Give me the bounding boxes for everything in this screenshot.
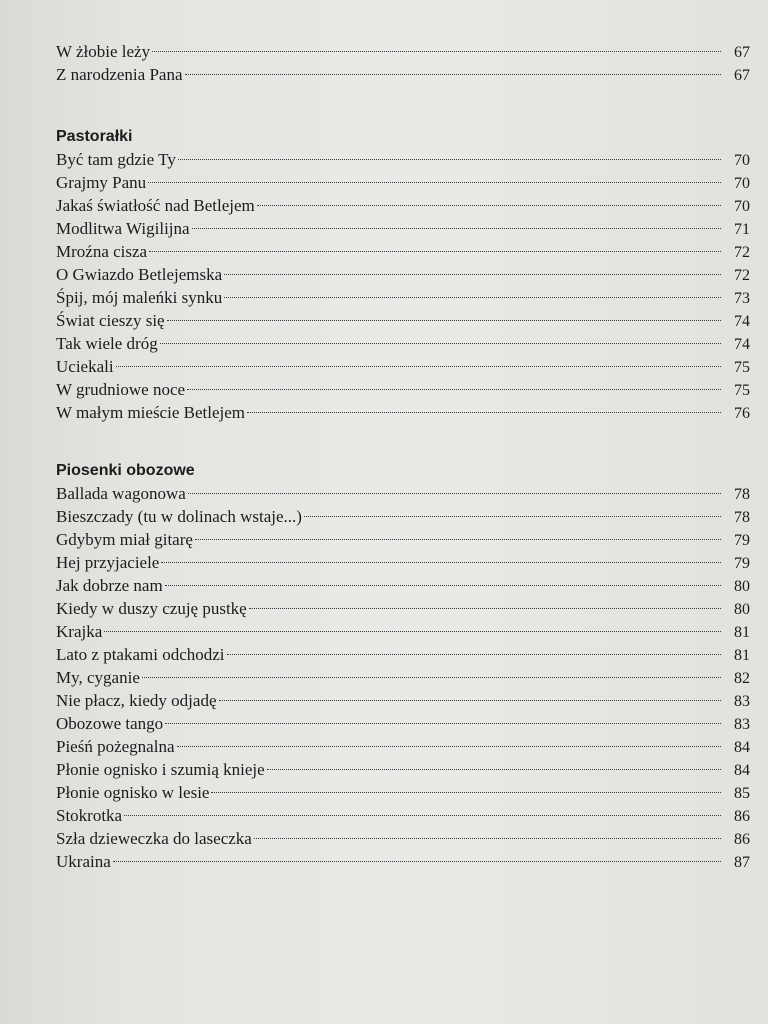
entry-page-number: 80 bbox=[734, 578, 750, 595]
toc-entry bbox=[56, 286, 750, 309]
entry-title: Gdybym miał gitarę bbox=[56, 530, 193, 549]
entry-title: Świat cieszy się bbox=[56, 311, 165, 330]
entry-title: Lato z ptakami odchodzi bbox=[56, 645, 225, 664]
toc-entry bbox=[56, 263, 750, 286]
entry-title: Grajmy Panu bbox=[56, 173, 147, 192]
entry-page-number: 76 bbox=[734, 405, 750, 422]
dot-leader bbox=[219, 700, 722, 701]
dot-leader bbox=[165, 585, 721, 586]
entry-title: Ballada wagonowa bbox=[56, 484, 186, 503]
dot-leader bbox=[257, 205, 721, 206]
toc-entry bbox=[56, 528, 750, 551]
section-spacer bbox=[56, 424, 750, 459]
toc-entry bbox=[56, 781, 750, 804]
dot-leader bbox=[149, 251, 721, 252]
dot-leader bbox=[178, 159, 721, 160]
toc-entry bbox=[56, 240, 750, 263]
entry-page-number: 83 bbox=[734, 716, 750, 733]
entry-title: Modlitwa Wigilijna bbox=[56, 219, 190, 238]
entry-page-number: 82 bbox=[734, 670, 750, 687]
entry-page-number: 70 bbox=[734, 198, 750, 215]
toc-entry bbox=[56, 666, 750, 689]
toc-entry bbox=[56, 378, 750, 401]
toc-entry bbox=[56, 332, 750, 355]
toc-entry bbox=[56, 804, 750, 827]
dot-leader bbox=[124, 815, 721, 816]
entry-title: Jak dobrze nam bbox=[56, 576, 163, 595]
toc-entry bbox=[56, 574, 750, 597]
entry-title: O Gwiazdo Betlejemska bbox=[56, 265, 223, 284]
dot-leader bbox=[165, 723, 721, 724]
dot-leader bbox=[188, 493, 721, 494]
toc-entry bbox=[56, 850, 750, 873]
dot-leader bbox=[148, 182, 721, 183]
entry-title: W małym mieście Betlejem bbox=[56, 403, 245, 422]
entry-title: Płonie ognisko i szumią knieje bbox=[56, 760, 265, 779]
toc-entry bbox=[56, 551, 750, 574]
entry-page-number: 83 bbox=[734, 693, 750, 710]
dot-leader bbox=[152, 51, 721, 52]
entry-page-number: 71 bbox=[734, 221, 750, 238]
entry-page-number: 84 bbox=[734, 762, 750, 779]
toc-entry bbox=[56, 712, 750, 735]
entry-page-number: 67 bbox=[734, 44, 750, 61]
entry-page-number: 74 bbox=[734, 336, 750, 353]
dot-leader bbox=[195, 539, 721, 540]
dot-leader bbox=[161, 562, 721, 563]
entry-page-number: 75 bbox=[734, 359, 750, 376]
dot-leader bbox=[211, 792, 721, 793]
toc-entry bbox=[56, 689, 750, 712]
entry-page-number: 86 bbox=[734, 831, 750, 848]
entry-title: Nie płacz, kiedy odjadę bbox=[56, 691, 217, 710]
dot-leader bbox=[224, 297, 721, 298]
toc-entry bbox=[56, 758, 750, 781]
section-entries-piosenki-obozowe bbox=[56, 482, 750, 873]
toc-entry bbox=[56, 505, 750, 528]
entry-title: Uciekali bbox=[56, 357, 114, 376]
entry-title: Z narodzenia Pana bbox=[56, 65, 183, 84]
dot-leader bbox=[177, 746, 722, 747]
toc-entry bbox=[56, 827, 750, 850]
entry-title: Jakaś światłość nad Betlejem bbox=[56, 196, 255, 215]
dot-leader bbox=[167, 320, 721, 321]
entry-title: Obozowe tango bbox=[56, 714, 164, 733]
entry-page-number: 80 bbox=[734, 601, 750, 618]
toc-entry bbox=[56, 401, 750, 424]
entry-title: Bieszczady (tu w dolinach wstaje...) bbox=[56, 507, 302, 526]
toc-entry bbox=[56, 63, 750, 86]
section-entries-pastoralki bbox=[56, 148, 750, 424]
dot-leader bbox=[187, 389, 721, 390]
dot-leader bbox=[267, 769, 721, 770]
toc-entry bbox=[56, 148, 750, 171]
toc-entry bbox=[56, 482, 750, 505]
dot-leader bbox=[104, 631, 721, 632]
entry-page-number: 81 bbox=[734, 647, 750, 664]
entry-title: Stokrotka bbox=[56, 806, 123, 825]
entry-page-number: 87 bbox=[734, 854, 750, 871]
entry-page-number: 78 bbox=[734, 486, 750, 503]
section-spacer bbox=[56, 86, 750, 125]
dot-leader bbox=[192, 228, 721, 229]
entry-title: W żłobie leży bbox=[56, 42, 151, 61]
dot-leader bbox=[185, 74, 722, 75]
dot-leader bbox=[113, 861, 721, 862]
entry-page-number: 84 bbox=[734, 739, 750, 756]
entry-title: Ukraina bbox=[56, 852, 111, 871]
entry-page-number: 70 bbox=[734, 175, 750, 192]
toc-entry bbox=[56, 620, 750, 643]
entry-page-number: 74 bbox=[734, 313, 750, 330]
entry-page-number: 70 bbox=[734, 152, 750, 169]
toc-entry bbox=[56, 217, 750, 240]
entry-title: Kiedy w duszy czuję pustkę bbox=[56, 599, 247, 618]
entry-page-number: 85 bbox=[734, 785, 750, 802]
toc-entry bbox=[56, 171, 750, 194]
toc-entry bbox=[56, 735, 750, 758]
toc-entry bbox=[56, 194, 750, 217]
dot-leader bbox=[304, 516, 721, 517]
entry-page-number: 86 bbox=[734, 808, 750, 825]
entry-page-number: 79 bbox=[734, 555, 750, 572]
dot-leader bbox=[142, 677, 721, 678]
entry-title: Płonie ognisko w lesie bbox=[56, 783, 210, 802]
dot-leader bbox=[247, 412, 721, 413]
entry-page-number: 72 bbox=[734, 244, 750, 261]
entry-title: Być tam gdzie Ty bbox=[56, 150, 176, 169]
entry-title: Śpij, mój maleńki synku bbox=[56, 288, 223, 307]
toc-entry bbox=[56, 355, 750, 378]
entry-page-number: 79 bbox=[734, 532, 750, 549]
entry-page-number: 72 bbox=[734, 267, 750, 284]
section-heading-piosenki-obozowe: Piosenki obozowe bbox=[56, 462, 195, 479]
dot-leader bbox=[160, 343, 721, 344]
entry-title: Mroźna cisza bbox=[56, 242, 148, 261]
entry-title: My, cyganie bbox=[56, 668, 140, 687]
toc-entry bbox=[56, 597, 750, 620]
dot-leader bbox=[224, 274, 721, 275]
entry-title: Tak wiele dróg bbox=[56, 334, 158, 353]
entry-title: Szła dzieweczka do laseczka bbox=[56, 829, 252, 848]
table-of-contents bbox=[56, 40, 750, 873]
toc-entry bbox=[56, 40, 750, 63]
entry-page-number: 67 bbox=[734, 67, 750, 84]
entry-title: Pieśń pożegnalna bbox=[56, 737, 175, 756]
entry-title: Hej przyjaciele bbox=[56, 553, 160, 572]
toc-entry bbox=[56, 643, 750, 666]
dot-leader bbox=[227, 654, 721, 655]
dot-leader bbox=[254, 838, 721, 839]
entry-title: W grudniowe noce bbox=[56, 380, 186, 399]
entry-page-number: 78 bbox=[734, 509, 750, 526]
section-heading-pastoralki: Pastorałki bbox=[56, 128, 133, 145]
entry-page-number: 81 bbox=[734, 624, 750, 641]
entry-page-number: 75 bbox=[734, 382, 750, 399]
entry-title: Krajka bbox=[56, 622, 103, 641]
dot-leader bbox=[249, 608, 721, 609]
toc-entry bbox=[56, 309, 750, 332]
dot-leader bbox=[116, 366, 721, 367]
entry-page-number: 73 bbox=[734, 290, 750, 307]
